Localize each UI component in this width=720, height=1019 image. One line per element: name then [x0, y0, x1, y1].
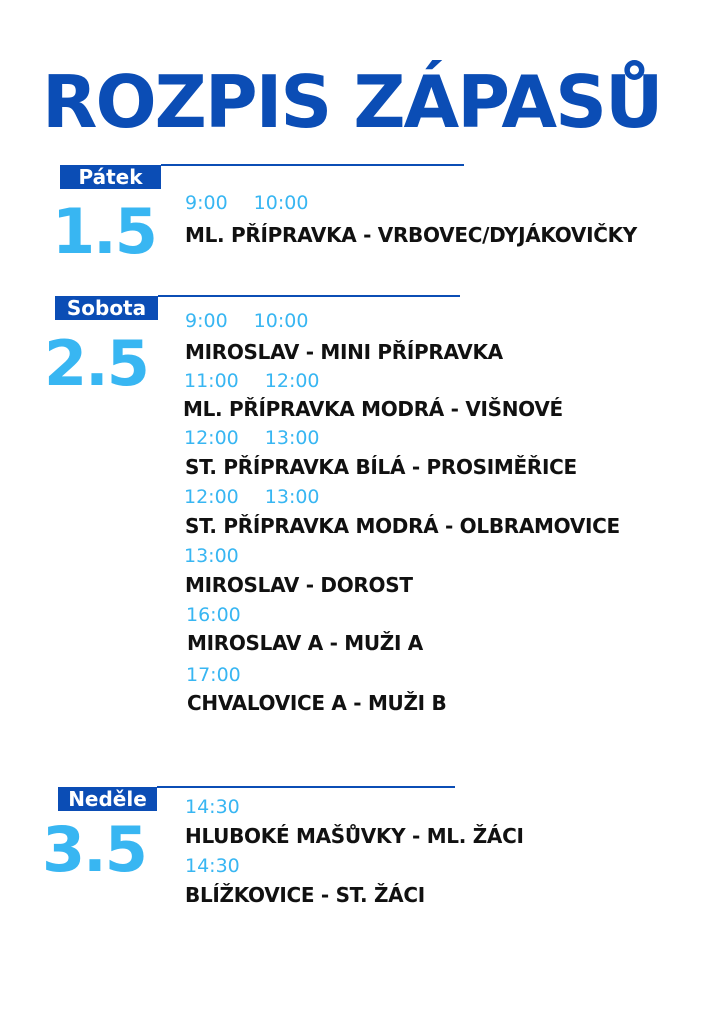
match-teams: ML. PŘÍPRAVKA - VRBOVEC/DYJÁKOVIČKY — [185, 223, 637, 247]
date-sunday: 3.5 — [42, 813, 146, 886]
start-time: 12:00 — [264, 370, 320, 392]
match-time — [184, 545, 239, 567]
start-time: 9:00 — [185, 192, 228, 214]
page-title: ROZPIS ZÁPASŮ — [42, 60, 662, 144]
start-time: 16:00 — [186, 604, 241, 626]
day-divider-sunday — [157, 786, 455, 788]
match-time — [184, 427, 320, 449]
match-time — [186, 664, 241, 686]
day-label-sunday: Neděle — [58, 787, 157, 811]
match-time — [185, 855, 240, 877]
date-friday: 1.5 — [52, 195, 156, 268]
date-saturday: 2.5 — [44, 327, 148, 400]
day-label-saturday: Sobota — [55, 296, 158, 320]
match-time — [185, 796, 240, 818]
match-teams: BLÍŽKOVICE - ST. ŽÁCI — [185, 883, 425, 907]
match-teams: ML. PŘÍPRAVKA MODRÁ - VIŠNOVÉ — [183, 397, 563, 421]
start-time: 10:00 — [253, 192, 309, 214]
match-teams: HLUBOKÉ MAŠŮVKY - ML. ŽÁCI — [185, 824, 524, 848]
match-time — [185, 310, 308, 332]
match-teams: ST. PŘÍPRAVKA BÍLÁ - PROSIMĚŘICE — [185, 455, 577, 479]
start-time: 10:00 — [253, 310, 309, 332]
start-time: 13:00 — [184, 545, 239, 567]
start-time: 12:00 — [184, 427, 239, 449]
match-teams: MIROSLAV - DOROST — [185, 573, 413, 597]
match-teams: CHVALOVICE A - MUŽI B — [187, 691, 447, 715]
day-divider-saturday — [158, 295, 460, 297]
match-teams: MIROSLAV A - MUŽI A — [187, 631, 423, 655]
start-time: 14:30 — [185, 855, 240, 877]
day-label-friday: Pátek — [60, 165, 161, 189]
day-divider-friday — [161, 164, 464, 166]
start-time: 13:00 — [264, 486, 320, 508]
start-time: 9:00 — [185, 310, 228, 332]
start-time: 14:30 — [185, 796, 240, 818]
match-time — [184, 486, 320, 508]
match-time — [185, 192, 308, 214]
start-time: 17:00 — [186, 664, 241, 686]
match-time — [186, 604, 241, 626]
match-teams: MIROSLAV - MINI PŘÍPRAVKA — [185, 340, 503, 364]
start-time: 13:00 — [264, 427, 320, 449]
start-time: 11:00 — [184, 370, 239, 392]
match-time — [184, 370, 320, 392]
start-time: 12:00 — [184, 486, 239, 508]
match-teams: ST. PŘÍPRAVKA MODRÁ - OLBRAMOVICE — [185, 514, 620, 538]
